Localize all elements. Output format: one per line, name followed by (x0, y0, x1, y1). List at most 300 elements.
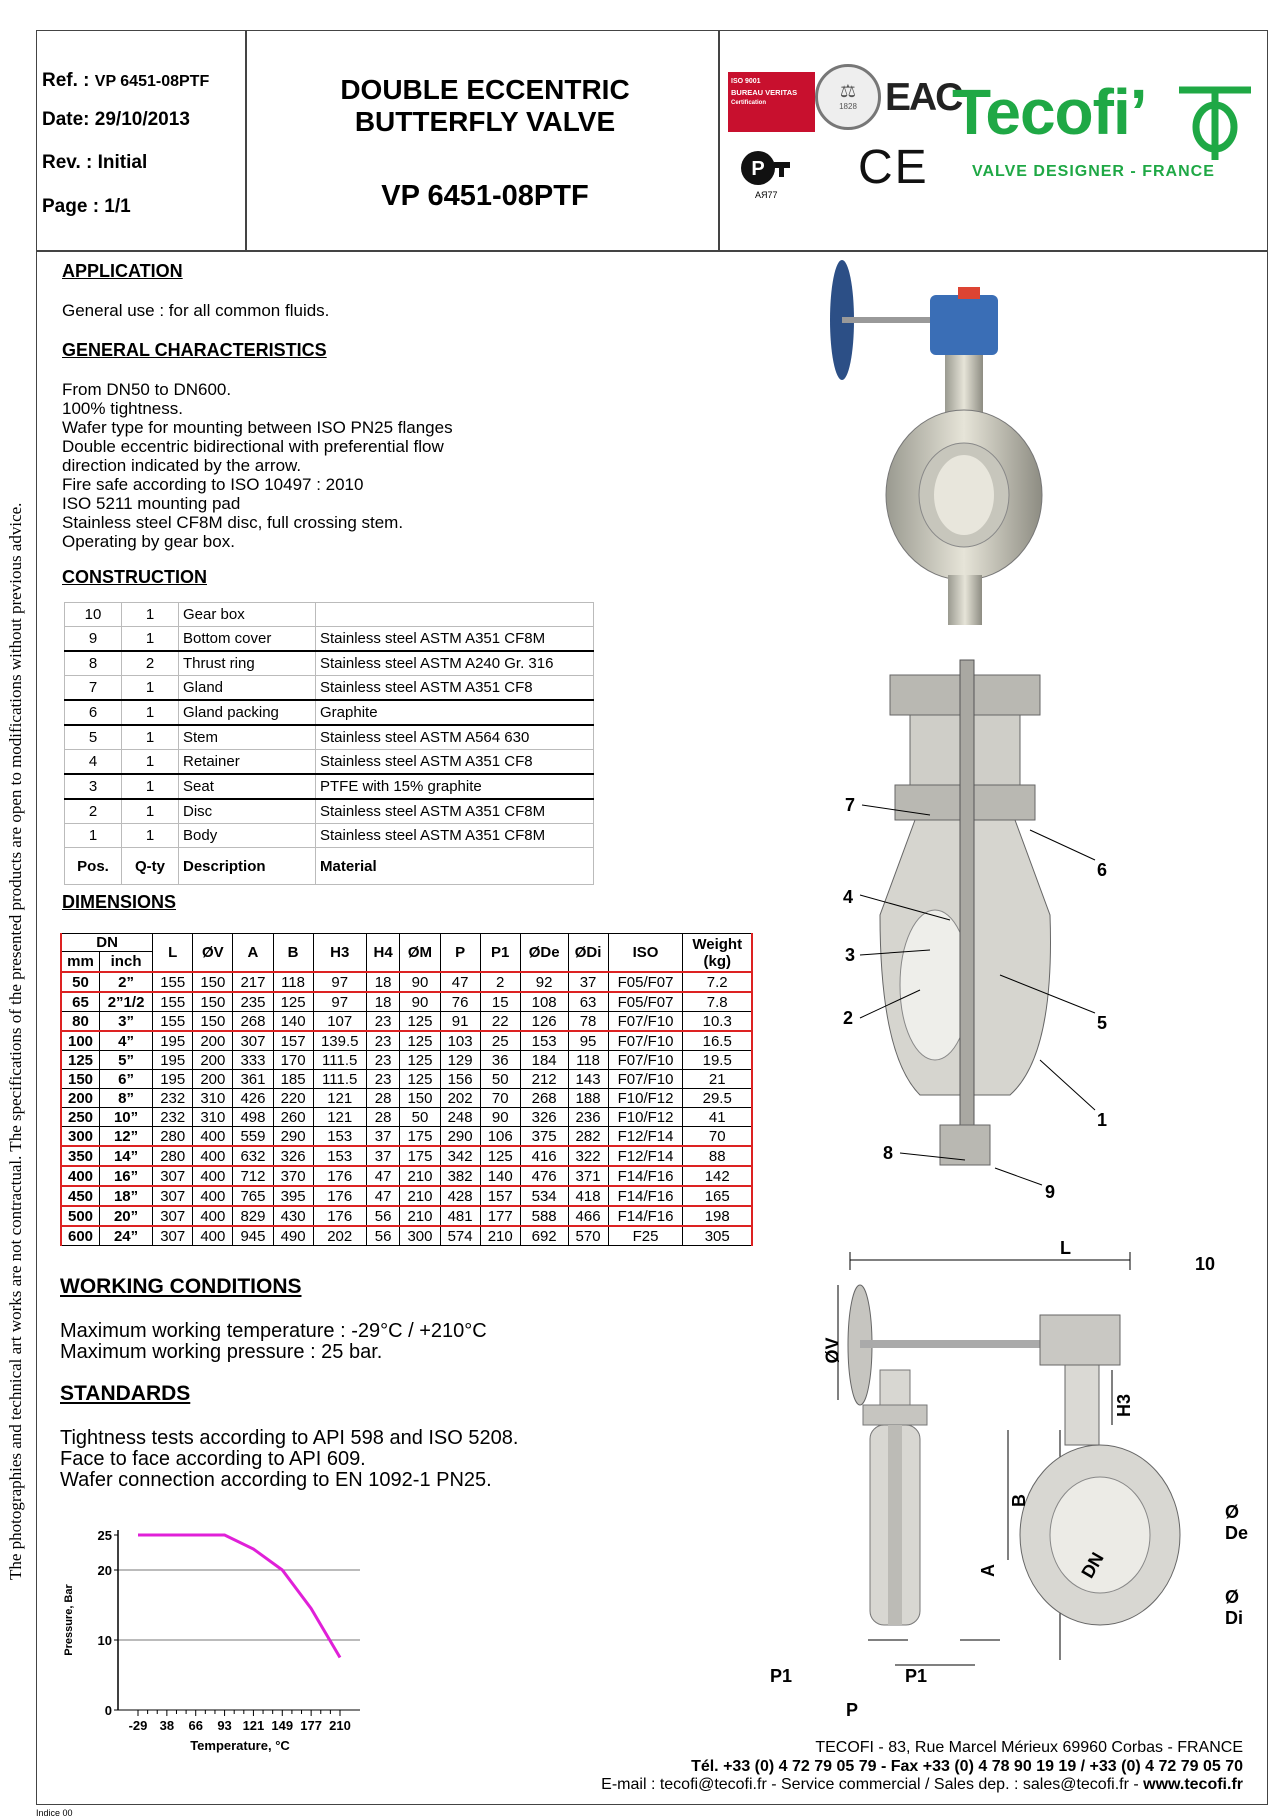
callout-number: 7 (845, 795, 856, 815)
callout-number: 1 (1097, 1110, 1108, 1130)
dimensions-cell: 37 (366, 1127, 400, 1147)
dimensions-cell: 153 (313, 1127, 366, 1147)
dimensions-cell: 310 (193, 1108, 233, 1127)
construction-cell-pos: 10 (65, 603, 122, 627)
dimensions-row (61, 1146, 752, 1166)
dimensions-cell: 8” (100, 1089, 153, 1108)
dimensions-cell: 63 (568, 992, 608, 1012)
dimensions-cell: 175 (400, 1146, 440, 1166)
dimensions-cell: 56 (366, 1226, 400, 1246)
dimensions-cell: 200 (193, 1031, 233, 1051)
dimensions-cell: 18 (366, 972, 400, 992)
dimensions-cell: 125 (480, 1146, 520, 1166)
ce-mark: CE (858, 141, 929, 194)
construction-cell-mat: Stainless steel ASTM A351 CF8M (316, 824, 594, 848)
x-tick-label: 38 (159, 1718, 175, 1733)
callout-number: 3 (845, 945, 856, 965)
callout-number: 6 (1097, 860, 1108, 880)
dimensions-cell: 106 (480, 1127, 520, 1147)
dimensions-cell: 217 (233, 972, 273, 992)
construction-header-mat: Material (316, 848, 594, 885)
construction-row (65, 603, 594, 627)
dimensions-cell: 498 (233, 1108, 273, 1127)
dimensions-cell: 500 (61, 1206, 100, 1226)
dimension-label: B (1009, 1494, 1029, 1507)
dimensions-cell: 19.5 (683, 1051, 752, 1070)
dimensions-cell: 125 (400, 1051, 440, 1070)
dimensions-cell: 307 (153, 1206, 193, 1226)
dimensions-cell: 150 (193, 972, 233, 992)
dimension-label: ØV (822, 1337, 843, 1364)
dimensions-cell: F05/F07 (608, 972, 683, 992)
dimensions-cell: 2” (100, 972, 153, 992)
dimensions-row (61, 1127, 752, 1147)
dimensions-cell: 175 (400, 1127, 440, 1147)
document-title: DOUBLE ECCENTRIC BUTTERFLY VALVE (340, 74, 630, 137)
dimensions-cell: 198 (683, 1206, 752, 1226)
dimensions-cell: 121 (313, 1108, 366, 1127)
dimension-label: DN (1077, 1548, 1108, 1582)
pressure-temperature-chart (60, 1520, 380, 1760)
construction-cell-desc: Seat (179, 774, 316, 799)
callout-number: 5 (1097, 1013, 1108, 1033)
dimensions-cell: 829 (233, 1206, 273, 1226)
dimensions-cell: 80 (61, 1012, 100, 1032)
dimensions-cell: 184 (520, 1051, 568, 1070)
dimensions-cell: 97 (313, 992, 366, 1012)
dimensions-cell: 400 (193, 1166, 233, 1186)
dimensions-row (61, 1031, 752, 1051)
construction-row (65, 700, 594, 725)
x-tick-label: 149 (271, 1718, 294, 1733)
dimensions-cell: 260 (273, 1108, 313, 1127)
dimensions-cell: 91 (440, 1012, 480, 1032)
dimensions-cell: 126 (520, 1012, 568, 1032)
construction-row (65, 799, 594, 824)
website-link[interactable]: www.tecofi.fr (1143, 1776, 1243, 1793)
x-axis-label: Temperature, °C (190, 1738, 290, 1753)
dimensions-cell: 50 (61, 972, 100, 992)
dimensions-cell: 95 (568, 1031, 608, 1051)
dimensions-cell: 280 (153, 1127, 193, 1147)
dimensions-cell: 16.5 (683, 1031, 752, 1051)
dimensions-cell: 210 (400, 1206, 440, 1226)
construction-cell-mat: Stainless steel ASTM A351 CF8M (316, 799, 594, 824)
construction-header-row (65, 848, 594, 885)
dimensions-cell: 12” (100, 1127, 153, 1147)
dimensions-cell: 129 (440, 1051, 480, 1070)
dimensions-cell: 125 (273, 992, 313, 1012)
dimension-label: Ø Di (1225, 1587, 1243, 1628)
dimensions-row (61, 1186, 752, 1206)
dimensions-cell: 268 (233, 1012, 273, 1032)
construction-cell-qty: 1 (122, 627, 179, 652)
dimensions-cell: 559 (233, 1127, 273, 1147)
dimensions-cell: 21 (683, 1070, 752, 1089)
dimensions-cell: 307 (153, 1226, 193, 1246)
construction-cell-mat: Graphite (316, 700, 594, 725)
dimensions-cell: 140 (480, 1166, 520, 1186)
dimensions-cell: 305 (683, 1226, 752, 1246)
dimensions-cell: 7.8 (683, 992, 752, 1012)
dimensions-cell: F07/F10 (608, 1012, 683, 1032)
dimensions-cell: 210 (400, 1166, 440, 1186)
construction-cell-desc: Body (179, 824, 316, 848)
dimensions-cell: 150 (193, 1012, 233, 1032)
construction-cell-qty: 1 (122, 774, 179, 799)
dimensions-cell: 143 (568, 1070, 608, 1089)
construction-row (65, 627, 594, 652)
dimension-label: Ø De (1225, 1502, 1249, 1543)
dimensions-cell: 28 (366, 1108, 400, 1127)
dimensions-cell: 430 (273, 1206, 313, 1226)
construction-cell-qty: 1 (122, 676, 179, 701)
dimensions-cell: 103 (440, 1031, 480, 1051)
dimensions-cell: 78 (568, 1012, 608, 1032)
construction-cell-pos: 1 (65, 824, 122, 848)
dimensions-cell: 23 (366, 1031, 400, 1051)
dimensions-cell: 200 (61, 1089, 100, 1108)
dimensions-cell: 361 (233, 1070, 273, 1089)
dimensions-cell: 195 (153, 1031, 193, 1051)
dimensions-cell: 176 (313, 1206, 366, 1226)
dimensions-cell: 210 (480, 1226, 520, 1246)
dimensions-cell: 481 (440, 1206, 480, 1226)
dimensions-cell: 97 (313, 972, 366, 992)
construction-cell-mat: Stainless steel ASTM A351 CF8M (316, 627, 594, 652)
tecofi-tagline: VALVE DESIGNER - FRANCE (972, 163, 1215, 180)
application-text: General use : for all common fluids. (62, 301, 330, 320)
dimensions-cell: 150 (193, 992, 233, 1012)
construction-cell-pos: 5 (65, 725, 122, 750)
construction-cell-desc: Gland (179, 676, 316, 701)
dimensions-cell: F14/F16 (608, 1206, 683, 1226)
working-conditions-heading: WORKING CONDITIONS (60, 1275, 302, 1298)
dimension-label: L (1060, 1238, 1071, 1258)
gearbox-icon (930, 295, 998, 355)
dimensions-cell: 47 (366, 1166, 400, 1186)
dimensions-cell: 56 (366, 1206, 400, 1226)
dimensions-cell: 232 (153, 1089, 193, 1108)
construction-cell-mat: Stainless steel ASTM A564 630 (316, 725, 594, 750)
dimensions-cell: 322 (568, 1146, 608, 1166)
construction-cell-pos: 8 (65, 651, 122, 676)
dimensions-cell: 290 (440, 1127, 480, 1147)
dimensions-cell: 418 (568, 1186, 608, 1206)
y-tick-label: 10 (97, 1633, 112, 1648)
dimensions-cell: 570 (568, 1226, 608, 1246)
construction-cell-desc: Retainer (179, 750, 316, 775)
dimensions-cell: 155 (153, 1012, 193, 1032)
construction-cell-mat: Stainless steel ASTM A351 CF8 (316, 750, 594, 775)
dimensions-cell: 142 (683, 1166, 752, 1186)
dimensions-cell: 165 (683, 1186, 752, 1206)
svg-text:P: P (751, 158, 765, 180)
standards-text: Tightness tests according to API 598 and ISO 5208. Face to face according to API 609. Wafer connection according to EN 1092-1 PN25. (60, 1427, 519, 1491)
stem-icon (960, 660, 974, 1160)
dimensions-cell: F14/F16 (608, 1166, 683, 1186)
x-tick-label: 121 (242, 1718, 265, 1733)
dimensions-cell: 210 (400, 1186, 440, 1206)
dimensions-row (61, 1108, 752, 1127)
dimensions-cell: 23 (366, 1070, 400, 1089)
dimensions-cell: 195 (153, 1070, 193, 1089)
dimensions-cell: 15 (480, 992, 520, 1012)
dimensions-cell: 202 (440, 1089, 480, 1108)
dimensions-cell: 5” (100, 1051, 153, 1070)
dimensions-cell: 125 (61, 1051, 100, 1070)
callout-number: 4 (843, 887, 854, 907)
dimensions-cell: 157 (480, 1186, 520, 1206)
dimensions-cell: 176 (313, 1186, 366, 1206)
dimensions-cell: 23 (366, 1012, 400, 1032)
dimensions-cell: 588 (520, 1206, 568, 1226)
dimensions-cell: 400 (61, 1166, 100, 1186)
dimensions-cell: 20” (100, 1206, 153, 1226)
dimensions-cell: 90 (480, 1108, 520, 1127)
tecofi-logo: Tecofi’ (952, 76, 1147, 148)
dimensions-cell: 76 (440, 992, 480, 1012)
construction-cell-qty: 1 (122, 603, 179, 627)
dimensions-cell: 290 (273, 1127, 313, 1147)
construction-cell-qty: 1 (122, 750, 179, 775)
dimensions-cell: 90 (400, 972, 440, 992)
dimensions-cell: 426 (233, 1089, 273, 1108)
construction-cell-qty: 1 (122, 700, 179, 725)
dimensions-cell: 176 (313, 1166, 366, 1186)
dimensions-cell: 4” (100, 1031, 153, 1051)
dimensions-cell: 108 (520, 992, 568, 1012)
dimensions-cell: 25 (480, 1031, 520, 1051)
dimensions-cell: 2”1/2 (100, 992, 153, 1012)
footer-phone: Tél. +33 (0) 4 72 79 05 79 - Fax +33 (0) 4 78 90 19 19 / +33 (0) 4 72 79 05 70 (691, 1758, 1243, 1775)
dimensions-cell: 202 (313, 1226, 366, 1246)
dimensions-cell: F12/F14 (608, 1146, 683, 1166)
dimensions-cell: 107 (313, 1012, 366, 1032)
pct-mark-icon (738, 148, 798, 193)
footer-contact: E-mail : tecofi@tecofi.fr - Service commercial / Sales dep. : sales@tecofi.fr - www.tecofi.fr (601, 1776, 1243, 1793)
standards-heading: STANDARDS (60, 1382, 191, 1405)
dimension-label: P (846, 1700, 859, 1720)
construction-table (64, 602, 594, 885)
y-tick-label: 0 (104, 1703, 112, 1718)
dimensions-cell: 300 (400, 1226, 440, 1246)
dimensions-row (61, 1089, 752, 1108)
dimensions-cell: 153 (520, 1031, 568, 1051)
dimensions-cell: 400 (193, 1186, 233, 1206)
dimension-label: P1 (770, 1666, 793, 1686)
handwheel-icon (830, 260, 935, 380)
dimensions-row (61, 1206, 752, 1226)
disclaimer-vertical: The photographies and technical art works are not contractual. The specifications of the presented products are open to modifications without previous advice. (6, 502, 25, 1580)
header-divider (36, 250, 1268, 252)
dimensions-cell: 282 (568, 1127, 608, 1147)
dimensions-cell: 121 (313, 1089, 366, 1108)
ref-field: Ref. : VP 6451-08PTF (42, 70, 210, 91)
dimensions-cell: 50 (480, 1070, 520, 1089)
dimensions-cell: 534 (520, 1186, 568, 1206)
dimensions-cell: F05/F07 (608, 992, 683, 1012)
dimension-label: A (978, 1564, 998, 1577)
dimensions-cell: 248 (440, 1108, 480, 1127)
dimensions-cell: 90 (400, 992, 440, 1012)
dimensions-cell: 177 (480, 1206, 520, 1226)
construction-cell-pos: 4 (65, 750, 122, 775)
dimensions-cell: 692 (520, 1226, 568, 1246)
construction-cell-desc: Stem (179, 725, 316, 750)
dimensions-cell: 307 (153, 1166, 193, 1186)
dimensions-cell: 37 (568, 972, 608, 992)
dimensions-cell: 400 (193, 1226, 233, 1246)
dimensions-cell: 14” (100, 1146, 153, 1166)
dimensions-cell: 333 (233, 1051, 273, 1070)
dimensions-cell: 37 (366, 1146, 400, 1166)
general-heading: GENERAL CHARACTERISTICS (62, 340, 327, 360)
construction-cell-mat: Stainless steel ASTM A240 Gr. 316 (316, 651, 594, 676)
dimensions-cell: 118 (568, 1051, 608, 1070)
dimensions-row (61, 1051, 752, 1070)
dimensions-row (61, 972, 752, 992)
dimensions-cell: 326 (520, 1108, 568, 1127)
dimensions-cell: 125 (400, 1012, 440, 1032)
dimensions-cell: 18” (100, 1186, 153, 1206)
model-number: VP 6451-08PTF (381, 180, 589, 212)
dimensions-cell: 428 (440, 1186, 480, 1206)
dimensions-cell: 382 (440, 1166, 480, 1186)
callout-number: 10 (1195, 1254, 1216, 1274)
construction-row (65, 676, 594, 701)
dimensions-cell: 24” (100, 1226, 153, 1246)
dimensions-cell: 371 (568, 1166, 608, 1186)
dimensions-cell: 466 (568, 1206, 608, 1226)
dimensions-cell: 200 (193, 1051, 233, 1070)
y-tick-label: 20 (97, 1563, 112, 1578)
dimensions-cell: 10” (100, 1108, 153, 1127)
dimensions-cell: 100 (61, 1031, 100, 1051)
dimensions-cell: 220 (273, 1089, 313, 1108)
dimensions-cell: 236 (568, 1108, 608, 1127)
header-divider-v1 (245, 30, 247, 250)
callout-number: 2 (843, 1008, 854, 1028)
dimensions-cell: 6” (100, 1070, 153, 1089)
dimension-label: H3 (1114, 1393, 1135, 1418)
rev-field: Rev. : Initial (42, 152, 148, 173)
dimensions-cell: 111.5 (313, 1070, 366, 1089)
cutaway-drawing (840, 655, 1090, 1225)
construction-header-qty: Q-ty (122, 848, 179, 885)
dimensions-cell: 307 (153, 1186, 193, 1206)
dimensions-cell: 185 (273, 1070, 313, 1089)
construction-cell-desc: Gear box (179, 603, 316, 627)
dimensions-cell: 125 (400, 1070, 440, 1089)
dimensions-cell: 600 (61, 1226, 100, 1246)
dimensions-heading: DIMENSIONS (62, 892, 177, 912)
dimensions-cell: 765 (233, 1186, 273, 1206)
dimensions-cell: 268 (520, 1089, 568, 1108)
callout-number: 9 (1045, 1182, 1056, 1202)
construction-cell-pos: 2 (65, 799, 122, 824)
dimensions-cell: F07/F10 (608, 1051, 683, 1070)
dimensions-cell: 70 (683, 1127, 752, 1147)
x-tick-label: -29 (128, 1718, 148, 1733)
dimensions-cell: 490 (273, 1226, 313, 1246)
dimensions-cell: F14/F16 (608, 1186, 683, 1206)
pressure-curve (138, 1535, 340, 1658)
dimensions-cell: 375 (520, 1127, 568, 1147)
construction-cell-qty: 1 (122, 725, 179, 750)
dimensions-cell: 300 (61, 1127, 100, 1147)
callout-number: 8 (883, 1143, 894, 1163)
dimensions-cell: 350 (61, 1146, 100, 1166)
dimensions-cell: F12/F14 (608, 1127, 683, 1147)
dimensions-cell: 41 (683, 1108, 752, 1127)
general-characteristics-list: From DN50 to DN600. 100% tightness. Wafer type for mounting between ISO PN25 flanges Double eccentric bidirectional with preferential flow direction indicated by the arrow. Fire safe according to ISO 10497 : 2010 ISO 5211 mounting pad Stainless steel CF8M disc, full crossing stem. Operating by gear box. (62, 380, 453, 551)
construction-cell-pos: 3 (65, 774, 122, 799)
dimensions-cell: 310 (193, 1089, 233, 1108)
construction-cell-desc: Gland packing (179, 700, 316, 725)
dimension-label: P1 (905, 1666, 928, 1686)
dimensions-cell: 235 (233, 992, 273, 1012)
application-heading: APPLICATION (62, 261, 183, 281)
construction-cell-mat: PTFE with 15% graphite (316, 774, 594, 799)
construction-cell-qty: 1 (122, 824, 179, 848)
dimensions-cell: 170 (273, 1051, 313, 1070)
index-label: Indice 00 (36, 1808, 73, 1818)
construction-row (65, 651, 594, 676)
dimensions-cell: 16” (100, 1166, 153, 1186)
dimensions-cell: 212 (520, 1070, 568, 1089)
dimensions-row (61, 992, 752, 1012)
dimensions-cell: 400 (193, 1206, 233, 1226)
tecofi-valve-symbol-icon (1175, 82, 1255, 167)
dimensions-cell: 188 (568, 1089, 608, 1108)
pct-code: АЯ77 (755, 190, 778, 200)
dimensions-cell: 400 (193, 1127, 233, 1147)
dimensions-cell: 400 (193, 1146, 233, 1166)
dimensions-cell: 3” (100, 1012, 153, 1032)
dimensions-cell: 47 (440, 972, 480, 992)
construction-cell-pos: 9 (65, 627, 122, 652)
dimensions-cell: 153 (313, 1146, 366, 1166)
dimensions-cell: 150 (61, 1070, 100, 1089)
dimensions-cell: 140 (273, 1012, 313, 1032)
page-field: Page : 1/1 (42, 196, 131, 217)
gearbox-icon (1040, 1315, 1120, 1365)
dimensions-cell: 574 (440, 1226, 480, 1246)
dimensions-cell: 156 (440, 1070, 480, 1089)
dimensions-cell: 7.2 (683, 972, 752, 992)
dimensions-cell: 118 (273, 972, 313, 992)
dimensions-cell: 232 (153, 1108, 193, 1127)
valve-photo (820, 255, 1060, 645)
dimensions-cell: 632 (233, 1146, 273, 1166)
dimensions-cell: 307 (233, 1031, 273, 1051)
construction-cell-pos: 7 (65, 676, 122, 701)
dimensions-cell: 47 (366, 1186, 400, 1206)
dimensions-cell: 10.3 (683, 1012, 752, 1032)
construction-cell-qty: 2 (122, 651, 179, 676)
dimensions-cell: 250 (61, 1108, 100, 1127)
construction-cell-qty: 1 (122, 799, 179, 824)
construction-cell-desc: Bottom cover (179, 627, 316, 652)
dimensions-cell: 36 (480, 1051, 520, 1070)
date-field: Date: 29/10/2013 (42, 109, 190, 130)
dimensions-cell: 280 (153, 1146, 193, 1166)
dimensions-cell: F07/F10 (608, 1070, 683, 1089)
dimensions-cell: F07/F10 (608, 1031, 683, 1051)
dimensions-cell: 65 (61, 992, 100, 1012)
iso-badge: ISO 9001 BUREAU VERITAS Certification (728, 72, 815, 132)
